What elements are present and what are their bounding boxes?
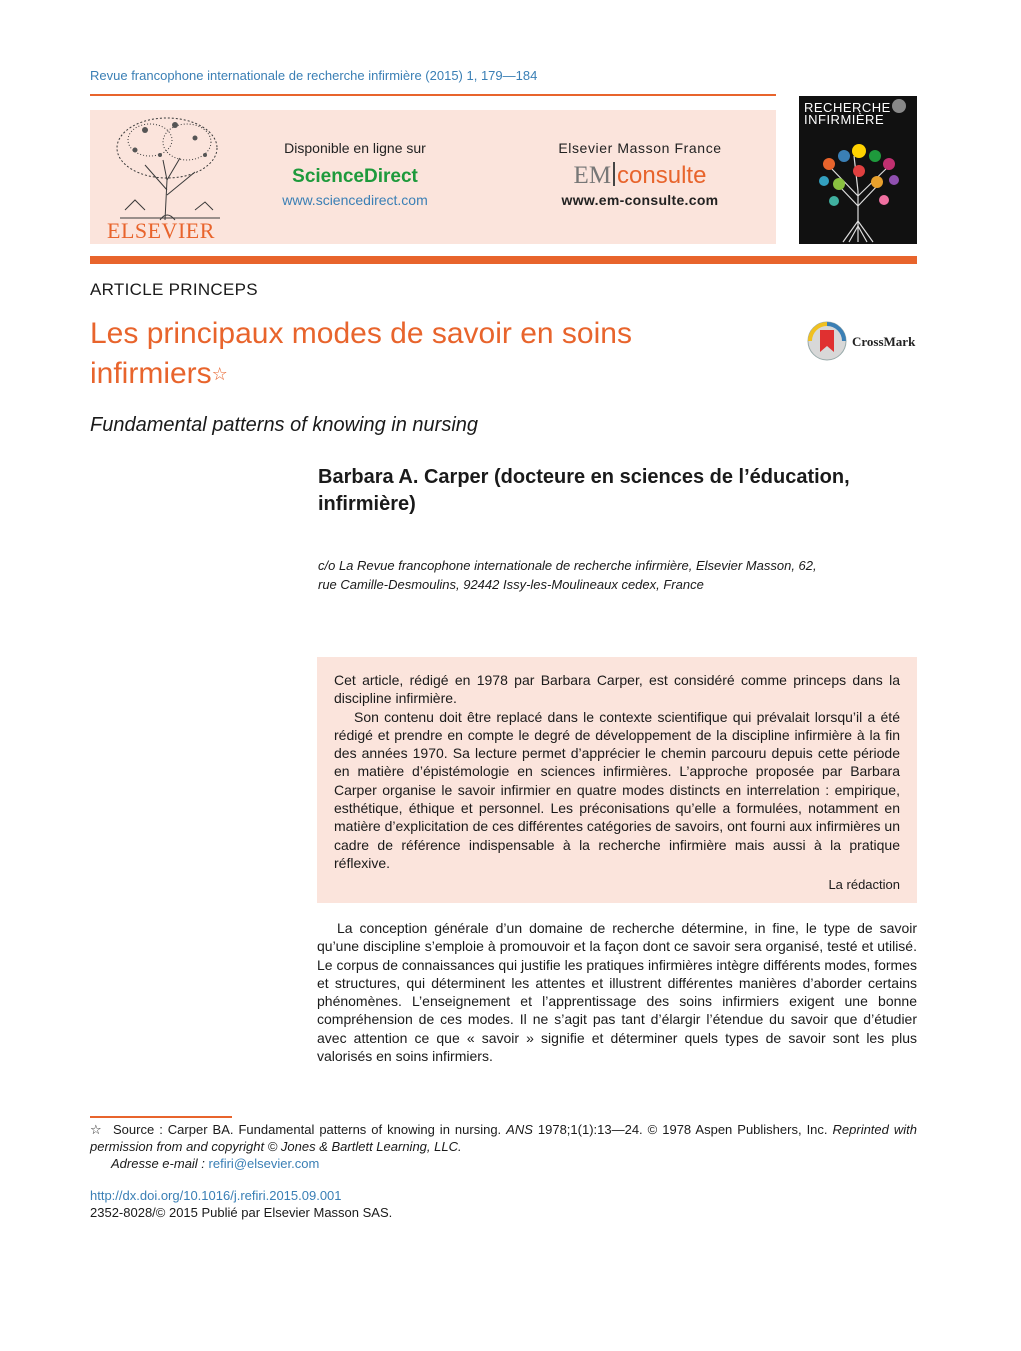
english-title: Fundamental patterns of knowing in nursing [90,414,479,436]
cover-title-line2: INFIRMIÈRE [804,112,885,127]
email-label: Adresse e-mail : [111,1156,209,1171]
publisher-name: Elsevier Masson France [558,140,722,156]
abstract-paragraph-1: Cet article, rédigé en 1978 par Barbara Carper, est considéré comme princeps dans la discipline infirmière. [334,672,900,707]
affiliation-line2: rue Camille-Desmoulins, 92442 Issy-les-Moulineaux cedex, France [318,577,704,592]
elsevier-wordmark: ELSEVIER [107,218,215,243]
title-footnote-mark[interactable]: ☆ [211,364,228,384]
issn-copyright: 2352-8028/© 2015 Publié par Elsevier Masson SAS. [90,1205,393,1220]
sciencedirect-block [240,140,470,208]
em-logo-left: EM [573,162,612,189]
sciencedirect-link[interactable]: www.sciencedirect.com [282,192,428,208]
footnote-rule [90,1116,232,1118]
article-type: ARTICLE PRINCEPS [90,280,258,299]
crossmark-badge[interactable] [806,320,918,364]
source-text-a: Source : Carper BA. Fundamental patterns of knowing in nursing. [113,1122,507,1137]
elsevier-logo [105,110,235,244]
doi-link[interactable]: http://dx.doi.org/10.1016/j.refiri.2015.09.001 [90,1188,342,1203]
em-logo-separator [613,162,615,186]
sciencedirect-logo: ScienceDirect [292,166,418,187]
cover-tree-icon [799,96,917,244]
source-journal: ANS [506,1122,533,1137]
emconsulte-block [520,140,760,208]
source-text-b: 1978;1(1):13—24. © 1978 Aspen Publishers, Inc. [532,1122,833,1137]
editorial-abstract [317,657,917,903]
article-title [90,314,770,394]
banner-bottom-rule [90,256,917,264]
body-paragraph-1: La conception générale d’un domaine de recherche détermine, in fine, le type de savoir qu’une discipline s’emploie à promouvoir et la façon dont ce savoir sera organisé, testé et utilisé. Le corpus de connaissances qui justifie les pratiques infirmières intègre différents modes, formes et structures, qui déterminent les attentes et illustrent différentes manières d’aborder certains phénomènes. L’enseignement et l’apprentissage des soins infirmiers exigent une bonne compréhension de ces modes. Il ne s’agit pas tant d’élargir l’étendue du savoir que d’étudier avec attention ce que « savoir » signifie et déterminer quels types de savoir sont les plus valorisés en soins infirmiers. [317,920,917,1065]
affiliation [318,556,898,594]
journal-cover [799,96,917,244]
abstract-signature: La rédaction [828,877,900,893]
available-online-label: Disponible en ligne sur [284,140,426,156]
footnote [90,1121,917,1172]
header-divider [90,94,776,96]
email-link[interactable]: refiri@elsevier.com [208,1156,320,1171]
source-text-c: Reprinted with permission from and copyright © Jones & Bartlett Learning, LLC. [90,1122,917,1154]
affiliation-line1: c/o La Revue francophone internationale de recherche infirmière, Elsevier Masson, 62, [318,558,817,573]
cover-title-line1: RECHERCHE [804,100,891,115]
footnote-mark: ☆ [90,1122,104,1137]
crossmark-icon [806,320,848,362]
crossmark-label: CrossMark [852,334,916,349]
footnote-email-line [90,1155,917,1172]
abstract-paragraph-2: Son contenu doit être replacé dans le contexte scientifique qui prévalait lorsqu’il a été rédigé et prendre en compte le degré de développement de la discipline infirmière à la fin des années 1970. Sa lecture permet d’apprécier le chemin parcouru depuis cette période en matière d’épistémologie en sciences infirmières. L’approche proposée par Barbara Carper organise le savoir infirmier en quatre modes distincts en interrelation : empirique, esthétique, éthique et personnel. Les préconisations qu’elle a formulées, notamment en matière d’explicitation de ces différentes catégories de savoirs, ont fourni aux infirmières un cadre de référence indispensable à la recherche infirmière mais aussi à la pratique réflexive. [334,708,900,871]
author: Barbara A. Carper (docteure en sciences de l’éducation, infirmière) [318,466,850,515]
elsevier-tree-icon [105,110,235,222]
emconsulte-logo [520,162,760,190]
title-text: Les principaux modes de savoir en soins infirmiers [90,317,632,390]
em-logo-right: consulte [617,162,707,189]
emconsulte-link[interactable]: www.em-consulte.com [561,192,719,208]
journal-reference: Revue francophone internationale de recherche infirmière (2015) 1, 179—184 [90,68,538,83]
footnote-source [90,1121,917,1155]
